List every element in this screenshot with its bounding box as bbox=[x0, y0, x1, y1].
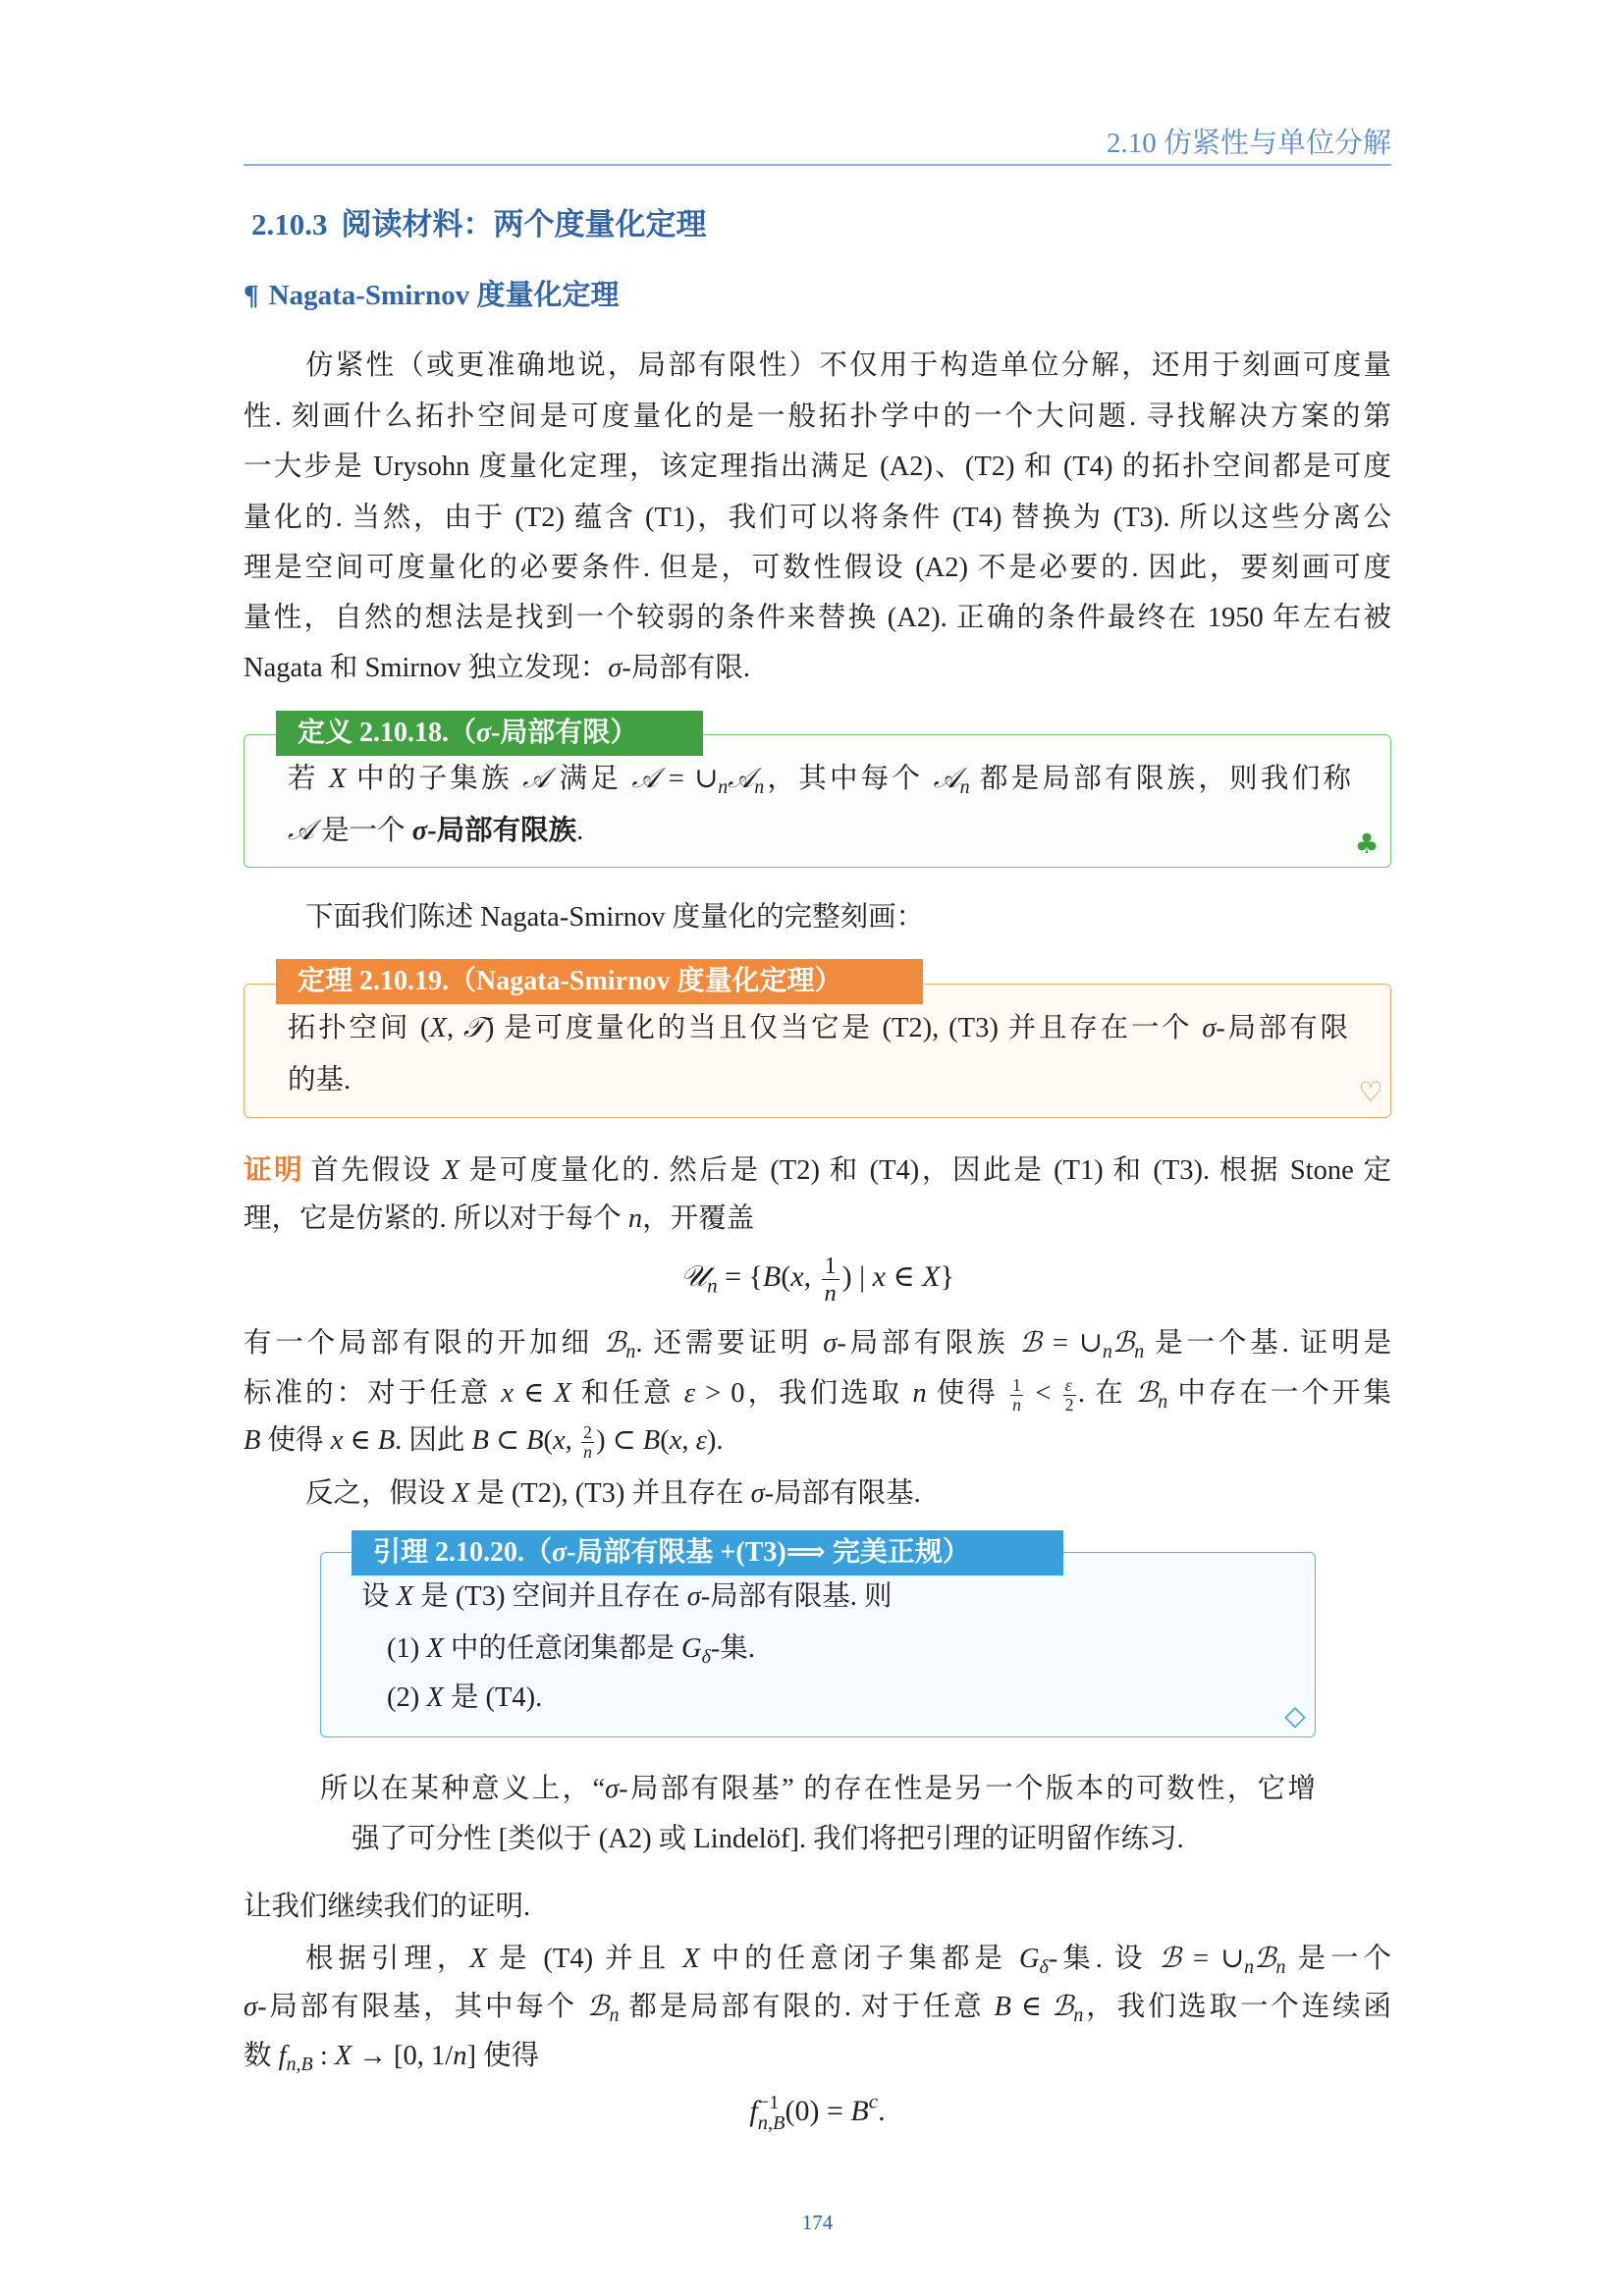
text-run: -集. bbox=[710, 1633, 756, 1664]
subsection-heading bbox=[244, 276, 620, 315]
text-run: 是 (T2), (T3) 并且存在 bbox=[469, 1478, 751, 1509]
subscript: n bbox=[1073, 2003, 1084, 2026]
text-run: 和任意 bbox=[570, 1378, 684, 1409]
math-symbol: 𝒰 bbox=[680, 1260, 708, 1293]
math-symbol: X bbox=[469, 1944, 487, 1974]
proof-label: 证明 bbox=[244, 1155, 305, 1186]
proof-line bbox=[244, 1368, 1391, 1418]
math-symbol: σ bbox=[1202, 1013, 1217, 1043]
text-run: 中的任意闭子集都是 bbox=[699, 1944, 1019, 1974]
math-symbol: 𝒯 bbox=[462, 1013, 485, 1043]
subscript: n bbox=[707, 1273, 718, 1298]
math-symbol: f bbox=[278, 2041, 287, 2071]
paragraph-line bbox=[244, 543, 1391, 593]
fraction bbox=[1010, 1376, 1023, 1415]
text-run: . 还需要证明 bbox=[635, 1328, 824, 1359]
math-symbol: X bbox=[426, 1682, 444, 1713]
theorem-body-line bbox=[288, 1003, 1348, 1053]
math-symbol: x bbox=[501, 1378, 514, 1409]
math-symbol: σ bbox=[476, 718, 492, 748]
paragraph-line bbox=[244, 593, 1391, 643]
fraction-numerator: 2 bbox=[581, 1423, 594, 1443]
text-run: 理，它是仿紧的. 所以对于每个 bbox=[244, 1203, 628, 1234]
math-symbol: B bbox=[471, 1425, 489, 1456]
text-run: 数 bbox=[244, 2041, 279, 2071]
text-run: 定理 2.10.19.（Nagata-Smirnov 度量化定理） bbox=[298, 966, 842, 996]
proof-line bbox=[305, 1934, 1391, 1984]
math-symbol: ℬ bbox=[1135, 1378, 1159, 1409]
proof-line bbox=[244, 2031, 1391, 2081]
paragraph-line bbox=[244, 392, 1391, 442]
text-run: -局部有限） bbox=[491, 718, 638, 748]
math-symbol: 𝒜 bbox=[728, 764, 755, 794]
definition-end-club-icon: ♣ bbox=[1354, 828, 1380, 860]
math-symbol: ε bbox=[683, 1378, 695, 1409]
math-symbol: σ bbox=[823, 1328, 838, 1359]
superscript: c bbox=[868, 2089, 879, 2113]
math-symbol: σ bbox=[605, 1774, 620, 1804]
fraction-numerator: 1 bbox=[822, 1253, 839, 1280]
text-run: 理是空间可度量化的必要条件. 但是，可数性假设 (A2) 不是必要的. 因此，要刻画可度 bbox=[244, 553, 1391, 583]
paragraph-line bbox=[244, 493, 1391, 543]
proof-line bbox=[244, 1982, 1391, 2032]
page-number: 174 bbox=[801, 2211, 834, 2234]
math-symbol: X bbox=[426, 1633, 444, 1664]
subscript: n bbox=[718, 775, 729, 798]
text-run: , bbox=[446, 1013, 463, 1043]
text-run: Nagata 和 Smirnov 独立发现： bbox=[244, 653, 609, 683]
math-symbol: n bbox=[912, 1378, 927, 1409]
math-symbol: B bbox=[377, 1425, 396, 1456]
text-run: ). bbox=[706, 1425, 724, 1456]
text-run: ∈ bbox=[343, 1425, 378, 1456]
text-run: -局部有限基 +(T3)⟹ 完美正规） bbox=[567, 1537, 970, 1568]
fraction-denominator: n bbox=[583, 1441, 592, 1462]
bold-term: -局部有限族 bbox=[427, 816, 577, 846]
fraction-denominator: 2 bbox=[1064, 1394, 1074, 1415]
math-symbol: X bbox=[554, 1378, 571, 1409]
text-run: . bbox=[878, 2095, 886, 2127]
text-run: 下面我们陈述 Nagata-Smirnov 度量化的完整刻画： bbox=[305, 902, 925, 933]
text-run: ) 是可度量化的当且仅当它是 (T2), (T3) 并且存在一个 bbox=[484, 1013, 1203, 1043]
text-run: ，其中每个 bbox=[764, 764, 934, 794]
math-symbol: B bbox=[850, 2095, 869, 2127]
math-symbol: X bbox=[682, 1944, 700, 1974]
math-symbol: ℬ bbox=[1019, 1328, 1042, 1359]
text-run: . 在 bbox=[1077, 1378, 1136, 1409]
math-symbol: ℬ bbox=[1111, 1328, 1135, 1359]
math-symbol: B bbox=[642, 1425, 661, 1456]
subscript: n bbox=[959, 775, 970, 798]
text-run: ) | bbox=[841, 1260, 873, 1293]
text-run: . 因此 bbox=[395, 1425, 472, 1456]
text-run: = ∪ bbox=[1180, 1944, 1245, 1974]
math-symbol: x bbox=[872, 1260, 886, 1293]
math-symbol: n bbox=[453, 2041, 467, 2071]
subscript: n bbox=[1244, 1955, 1255, 1978]
text-run: 量性，自然的想法是找到一个较弱的条件来替换 (A2). 正确的条件最终在 1950 年左右被 bbox=[244, 603, 1391, 633]
text-run: 定义 2.10.18.（ bbox=[298, 718, 477, 748]
text-run: , bbox=[803, 1260, 819, 1293]
paragraph-line bbox=[305, 341, 1391, 391]
display-equation bbox=[244, 2077, 1391, 2146]
text-run: ，我们选取一个连续函 bbox=[1083, 1992, 1391, 2022]
fraction-denominator: n bbox=[824, 1279, 837, 1307]
text-run: 使得 bbox=[926, 1378, 1008, 1409]
text-run: -局部有限 bbox=[1216, 1013, 1348, 1043]
math-symbol: 𝒜 bbox=[933, 764, 960, 794]
running-header: 2.10 仿紧性与单位分解 bbox=[1106, 128, 1391, 159]
subscript: n,B bbox=[286, 2053, 313, 2075]
paragraph-line bbox=[244, 442, 1391, 492]
lemma-body-line bbox=[361, 1572, 1294, 1622]
text-run: 让我们继续我们的证明. bbox=[244, 1892, 531, 1922]
text-run: 强了可分性 [类似于 (A2) 或 Lindelöf]. 我们将把引理的证明留作练习. bbox=[352, 1824, 1184, 1854]
fraction bbox=[822, 1253, 839, 1307]
fraction bbox=[581, 1423, 594, 1463]
text-run: -局部有限基，其中每个 bbox=[257, 1992, 588, 2022]
text-run: 的基. bbox=[288, 1065, 352, 1095]
text-run: > 0，我们选取 bbox=[694, 1378, 913, 1409]
subscript: n bbox=[1158, 1390, 1168, 1413]
text-run: 是一个 bbox=[313, 816, 412, 846]
text-run: ∈ bbox=[885, 1260, 923, 1293]
paragraph-line bbox=[305, 892, 1391, 942]
superscript: −1 bbox=[757, 2091, 780, 2113]
text-run: ] 使得 bbox=[466, 2041, 540, 2071]
math-symbol: X bbox=[442, 1155, 460, 1186]
text-run: ) ⊂ bbox=[596, 1425, 643, 1456]
subscript: n bbox=[1102, 1340, 1112, 1362]
text-run: 是一个 bbox=[1285, 1944, 1391, 1974]
proof-line bbox=[305, 1468, 1391, 1519]
text-run: 设 bbox=[361, 1581, 397, 1612]
math-symbol: ℬ bbox=[1254, 1944, 1276, 1974]
text-run: 满足 bbox=[549, 764, 632, 794]
math-symbol: σ bbox=[750, 1478, 765, 1509]
text-run: ( bbox=[781, 1260, 791, 1293]
text-run: -局部有限基. bbox=[764, 1478, 921, 1509]
subscript: n bbox=[1134, 1340, 1145, 1362]
math-symbol: σ bbox=[686, 1581, 701, 1612]
math-symbol: B bbox=[994, 1992, 1011, 2022]
text-run: . bbox=[576, 816, 584, 846]
text-run: ( bbox=[660, 1425, 670, 1456]
math-symbol: B bbox=[244, 1425, 261, 1456]
math-symbol: X bbox=[452, 1478, 470, 1509]
math-symbol-bold: σ bbox=[411, 816, 428, 846]
definition-tab bbox=[276, 711, 703, 756]
text-run: < bbox=[1025, 1378, 1061, 1409]
math-symbol: B bbox=[762, 1260, 782, 1293]
text-run: 量化的. 当然，由于 (T2) 蕴含 (T1)，我们可以将条件 (T4) 替换为 (T3). 所以这些分离公 bbox=[244, 503, 1391, 533]
lemma-tab bbox=[352, 1530, 1063, 1575]
subscript: n bbox=[1275, 1955, 1286, 1978]
text-run: 是 (T4). bbox=[443, 1682, 543, 1713]
math-symbol: x bbox=[790, 1260, 804, 1293]
section-number: 2.10.3 bbox=[251, 207, 328, 241]
proof-line bbox=[244, 1415, 1391, 1466]
subscript: n bbox=[625, 1340, 636, 1362]
math-symbol: f bbox=[749, 2095, 758, 2127]
text-run: 中的子集族 bbox=[346, 764, 523, 794]
text-run: = { bbox=[717, 1260, 763, 1293]
subscript: n,B bbox=[757, 2112, 785, 2135]
text-run: ⊂ bbox=[488, 1425, 527, 1456]
text-run: : bbox=[312, 2041, 335, 2071]
lemma-item bbox=[387, 1673, 1251, 1723]
math-symbol: ℬ bbox=[1051, 1992, 1074, 2022]
text-run: 是 (T4) 并且 bbox=[486, 1944, 683, 1974]
math-symbol: X bbox=[396, 1581, 414, 1612]
proof-line bbox=[244, 1882, 1391, 1932]
subscript: δ bbox=[1039, 1955, 1049, 1978]
sup-sub-script bbox=[758, 2093, 785, 2135]
text-run: 是 (T3) 空间并且存在 bbox=[413, 1581, 687, 1612]
math-symbol: ℬ bbox=[1159, 1944, 1181, 1974]
proof-line bbox=[244, 1146, 1391, 1196]
math-symbol: ℬ bbox=[603, 1328, 626, 1359]
pilcrow-icon: ¶ bbox=[244, 280, 259, 311]
text-run: 引理 2.10.20.（ bbox=[373, 1537, 553, 1568]
fraction-denominator: n bbox=[1012, 1394, 1021, 1415]
text-run: 拓扑空间 ( bbox=[288, 1013, 430, 1043]
text-run: 反之，假设 bbox=[305, 1478, 453, 1509]
text-run: -局部有限基. 则 bbox=[700, 1581, 893, 1612]
math-symbol: σ bbox=[244, 1992, 258, 2022]
math-symbol: x bbox=[330, 1425, 344, 1456]
text-run: (0) = bbox=[785, 2095, 851, 2127]
text-run: 若 bbox=[288, 764, 330, 794]
math-symbol: X bbox=[922, 1260, 941, 1293]
text-run: -局部有限. bbox=[622, 653, 750, 683]
fraction-numerator: 1 bbox=[1010, 1376, 1023, 1396]
math-symbol: B bbox=[526, 1425, 544, 1456]
math-symbol: X bbox=[334, 2041, 352, 2071]
text-run: , bbox=[565, 1425, 579, 1456]
subscript: n bbox=[609, 2003, 620, 2026]
text-run: ( bbox=[543, 1425, 553, 1456]
text-run: -局部有限族 bbox=[837, 1328, 1020, 1359]
text-run: 中存在一个开集 bbox=[1167, 1378, 1391, 1409]
section-heading bbox=[251, 204, 707, 245]
proof-line bbox=[244, 1194, 1391, 1244]
subscript: n bbox=[754, 775, 765, 798]
math-symbol: 𝒜 bbox=[288, 816, 314, 846]
text-run: (1) bbox=[387, 1633, 427, 1664]
display-equation bbox=[244, 1243, 1391, 1311]
text-run: -集. 设 bbox=[1048, 1944, 1160, 1974]
remark-line bbox=[352, 1814, 1316, 1864]
text-run: 使得 bbox=[260, 1425, 331, 1456]
text-run: } bbox=[940, 1260, 954, 1293]
text-run: ，开覆盖 bbox=[642, 1203, 755, 1234]
subscript: δ bbox=[701, 1645, 711, 1668]
math-symbol: ℬ bbox=[587, 1992, 610, 2022]
text-run: 是可度量化的. 然后是 (T2) 和 (T4)，因此是 (T1) 和 (T3). 根据 Stone 定 bbox=[459, 1155, 1391, 1186]
math-symbol: 𝒜 bbox=[631, 764, 659, 794]
text-run: = ∪ bbox=[1041, 1328, 1103, 1359]
text-run: 所以在某种意义上，“ bbox=[320, 1774, 606, 1804]
text-run: 仿紧性（或更准确地说，局部有限性）不仅用于构造单位分解，还用于刻画可度量 bbox=[305, 350, 1391, 381]
math-symbol: σ bbox=[552, 1537, 568, 1568]
text-run: 性. 刻画什么拓扑空间是可度量化的是一般拓扑学中的一个大问题. 寻找解决方案的第 bbox=[244, 401, 1391, 432]
text-run: → [0, 1/ bbox=[352, 2041, 454, 2071]
math-symbol: X bbox=[429, 1013, 447, 1043]
text-run: 一大步是 Urysohn 度量化定理，该定理指出满足 (A2)、(T2) 和 (T4) 的拓扑空间都是可度 bbox=[244, 452, 1391, 482]
math-symbol: ε bbox=[695, 1425, 707, 1456]
lemma-item bbox=[387, 1624, 1290, 1674]
lemma-end-diamond-icon: ◇ bbox=[1284, 1699, 1306, 1732]
theorem-body-line bbox=[288, 1055, 1319, 1105]
definition-body-line bbox=[288, 754, 1351, 804]
math-symbol: x bbox=[553, 1425, 566, 1456]
definition-body-line bbox=[288, 806, 1319, 856]
subsection-title: Nagata-Smirnov 度量化定理 bbox=[268, 280, 620, 311]
text-run: 是一个基. 证明是 bbox=[1144, 1328, 1391, 1359]
theorem-end-heart-icon: ♡ bbox=[1358, 1076, 1383, 1108]
math-symbol: G bbox=[681, 1633, 702, 1664]
text-run: 有一个局部有限的开加细 bbox=[244, 1328, 604, 1359]
text-run: 根据引理， bbox=[305, 1944, 470, 1974]
text-run: 都是局部有限族，则我们称 bbox=[969, 764, 1351, 794]
text-run: 标准的：对于任意 bbox=[244, 1378, 502, 1409]
text-run: (2) bbox=[387, 1682, 427, 1713]
math-symbol: n bbox=[627, 1203, 643, 1234]
text-run: 首先假设 bbox=[310, 1155, 443, 1186]
theorem-tab bbox=[276, 959, 923, 1004]
remark-line bbox=[320, 1764, 1316, 1814]
paragraph-line bbox=[244, 643, 1391, 693]
text-run: -局部有限基” 的存在性是另一个版本的可数性，它增 bbox=[619, 1774, 1316, 1804]
math-symbol: σ bbox=[608, 653, 623, 683]
math-symbol: X bbox=[329, 764, 347, 794]
proof-line bbox=[244, 1318, 1391, 1368]
fraction bbox=[1063, 1376, 1076, 1415]
section-title: 阅读材料：两个度量化定理 bbox=[341, 207, 707, 241]
math-symbol: x bbox=[669, 1425, 682, 1456]
text-run: , bbox=[681, 1425, 696, 1456]
math-symbol: G bbox=[1018, 1944, 1040, 1974]
header-rule bbox=[244, 164, 1391, 166]
fraction-numerator: ε bbox=[1063, 1376, 1076, 1396]
text-run: 都是局部有限的. 对于任意 bbox=[619, 1992, 995, 2022]
text-run: = ∪ bbox=[658, 764, 719, 794]
text-run: ∈ bbox=[1010, 1992, 1052, 2022]
text-run: ∈ bbox=[514, 1378, 555, 1409]
text-run: 中的任意闭集都是 bbox=[443, 1633, 682, 1664]
math-symbol: 𝒜 bbox=[522, 764, 550, 794]
